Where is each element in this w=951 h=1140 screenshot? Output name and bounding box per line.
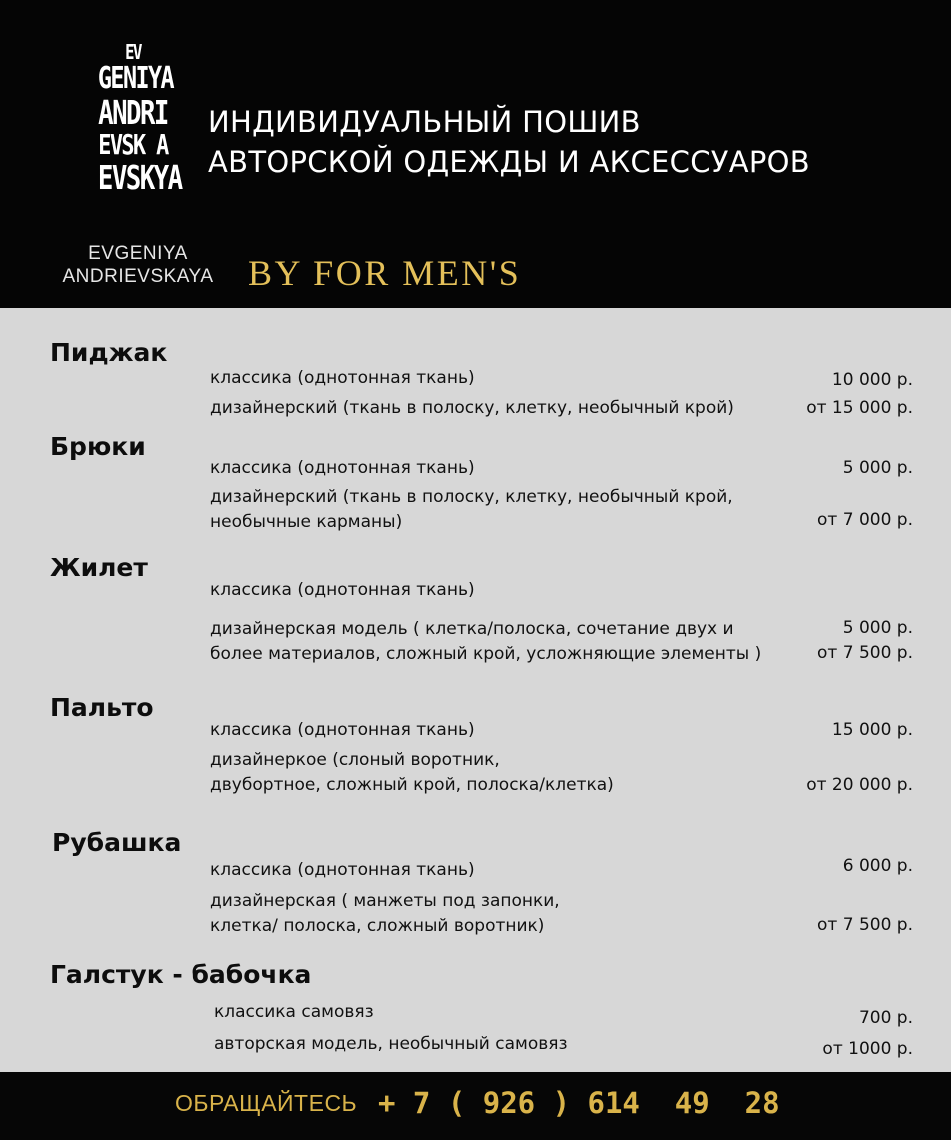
item-description: дизайнеркое (слоный воротник, двубортное, сложный крой, полоска/клетка) — [210, 750, 614, 795]
header — [0, 0, 951, 308]
logo-line: EVSKYA — [97, 158, 182, 197]
item-price: 10 000 р. — [831, 370, 913, 390]
collection-title: BY FOR MEN'S — [248, 253, 522, 293]
item-price: от 1000 р. — [822, 1039, 913, 1059]
footer-contact — [0, 1072, 951, 1140]
brand-name-line1: EVGENIYA — [88, 243, 188, 264]
item-description: классика самовяз — [214, 1002, 374, 1022]
category-title: Пальто — [50, 693, 154, 722]
item-price: 6 000 р. — [842, 856, 913, 876]
item-description: дизайнерская модель ( клетка/полоска, сочетание двух и более материалов, сложный крой, усложняющие элементы ) — [210, 619, 762, 664]
item-description: дизайнерский (ткань в полоску, клетку, необычный крой) — [210, 398, 734, 418]
item-description: дизайнерская ( манжеты под запонки, клетка/ полоска, сложный воротник) — [210, 891, 560, 936]
item-description: дизайнерский (ткань в полоску, клетку, необычный крой, необычные карманы) — [210, 487, 733, 532]
logo-line: EVSK A — [98, 128, 168, 161]
brand-logo — [88, 40, 182, 212]
item-description: классика (однотонная ткань) — [210, 580, 475, 600]
item-description: классика (однотонная ткань) — [210, 720, 475, 740]
category-title: Брюки — [50, 432, 146, 461]
item-price: от 7 500 р. — [817, 915, 913, 935]
category-title: Галстук - бабочка — [50, 960, 312, 989]
item-description: классика (однотонная ткань) — [210, 458, 475, 478]
logo-line: ANDRI — [98, 93, 168, 132]
headline — [208, 102, 810, 182]
brand-name-line2: ANDRIEVSKAYA — [62, 266, 214, 287]
item-description: классика (однотонная ткань) — [210, 368, 475, 388]
item-price: от 20 000 р. — [806, 775, 913, 795]
item-price: от 7 000 р. — [817, 510, 913, 530]
category-title: Жилет — [50, 553, 148, 582]
item-price: 700 р. — [858, 1008, 913, 1028]
item-description: классика (однотонная ткань) — [210, 860, 475, 880]
item-price: 15 000 р. — [831, 720, 913, 740]
brand-name — [48, 242, 228, 288]
item-price: 5 000 р. — [842, 458, 913, 478]
category-title: Пиджак — [50, 338, 168, 367]
headline-line1: ИНДИВИДУАЛЬНЫЙ ПОШИВ — [208, 105, 641, 139]
phone-number[interactable]: + 7 ( 926 ) 614 49 28 — [378, 1086, 780, 1120]
headline-line2: АВТОРСКОЙ ОДЕЖДЫ И АКСЕССУАРОВ — [208, 145, 810, 179]
logo-line: GENIYA — [97, 61, 174, 96]
item-description: авторская модель, необычный самовяз — [214, 1034, 568, 1054]
item-price: 5 000 р. от 7 500 р. — [817, 618, 913, 663]
price-list — [0, 308, 951, 1072]
item-price: от 15 000 р. — [806, 398, 913, 418]
logo-line: EV — [125, 40, 141, 64]
category-title: Рубашка — [52, 828, 182, 857]
contact-label: ОБРАЩАЙТЕСЬ — [175, 1090, 358, 1116]
